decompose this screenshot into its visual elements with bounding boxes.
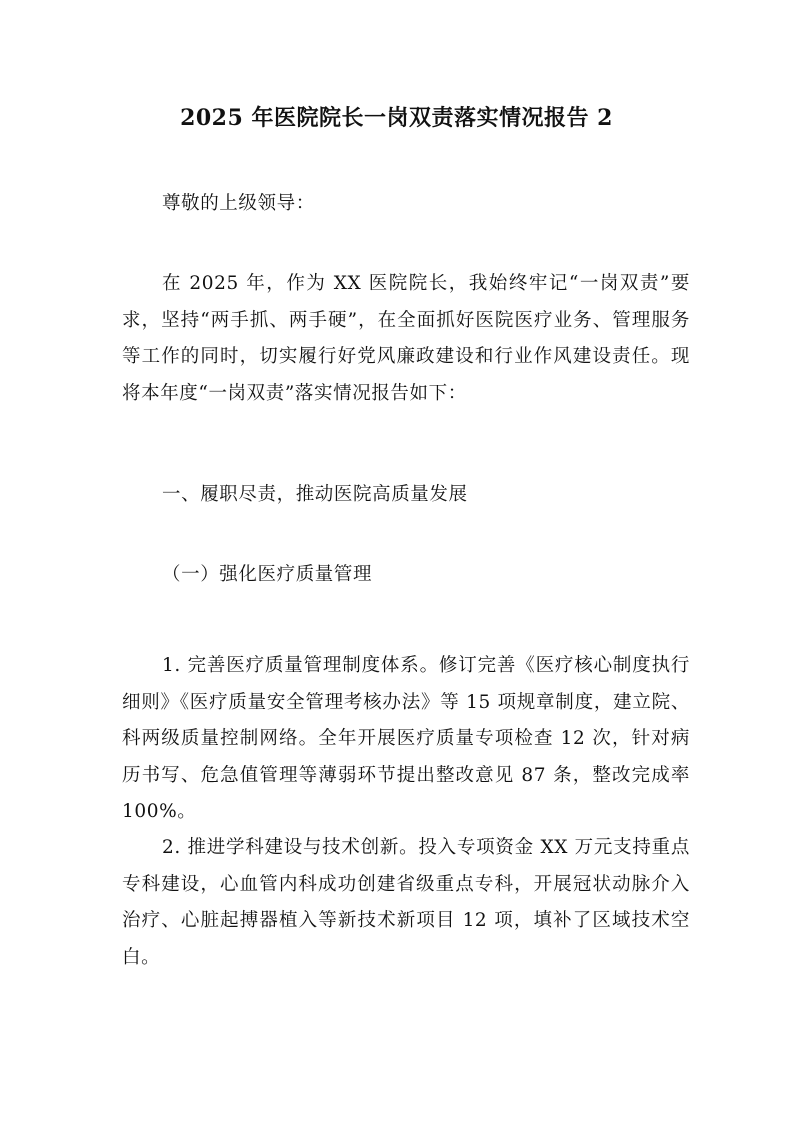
greeting: 尊敬的上级领导： bbox=[162, 193, 315, 214]
list-item-1: 1. 完善医疗质量管理制度体系。修订完善《医疗核心制度执行细则》《医疗质量安全管理考核办法》等 15 项规章制度，建立院、科两级质量控制网络。全年开展医疗质量专项检查 12 次，针对病历书写、危急值管理等薄弱环节提出整改意见 87 条，整改完成率 100%。 bbox=[122, 655, 690, 822]
document-title: 2025 年医院院长一岗双责落实情况报告 2 bbox=[180, 105, 613, 131]
list-item-2: 2. 推进学科建设与技术创新。投入专项资金 XX 万元支持重点专科建设，心血管内科成功创建省级重点专科，开展冠状动脉介入治疗、心脏起搏器植入等新技术新项目 12 项，填补了区域技术空白。 bbox=[122, 837, 690, 968]
subsection-heading: （一）强化医疗质量管理 bbox=[162, 564, 373, 585]
intro-paragraph: 在 2025 年，作为 XX 医院院长，我始终牢记“一岗双责”要求，坚持“两手抓、两手硬”，在全面抓好医院医疗业务、管理服务等工作的同时，切实履行好党风廉政建设和行业作风建设责任。现将本年度“一岗双责”落实情况报告如下： bbox=[122, 273, 690, 404]
section-heading: 一、履职尽责，推动医院高质量发展 bbox=[162, 484, 468, 505]
